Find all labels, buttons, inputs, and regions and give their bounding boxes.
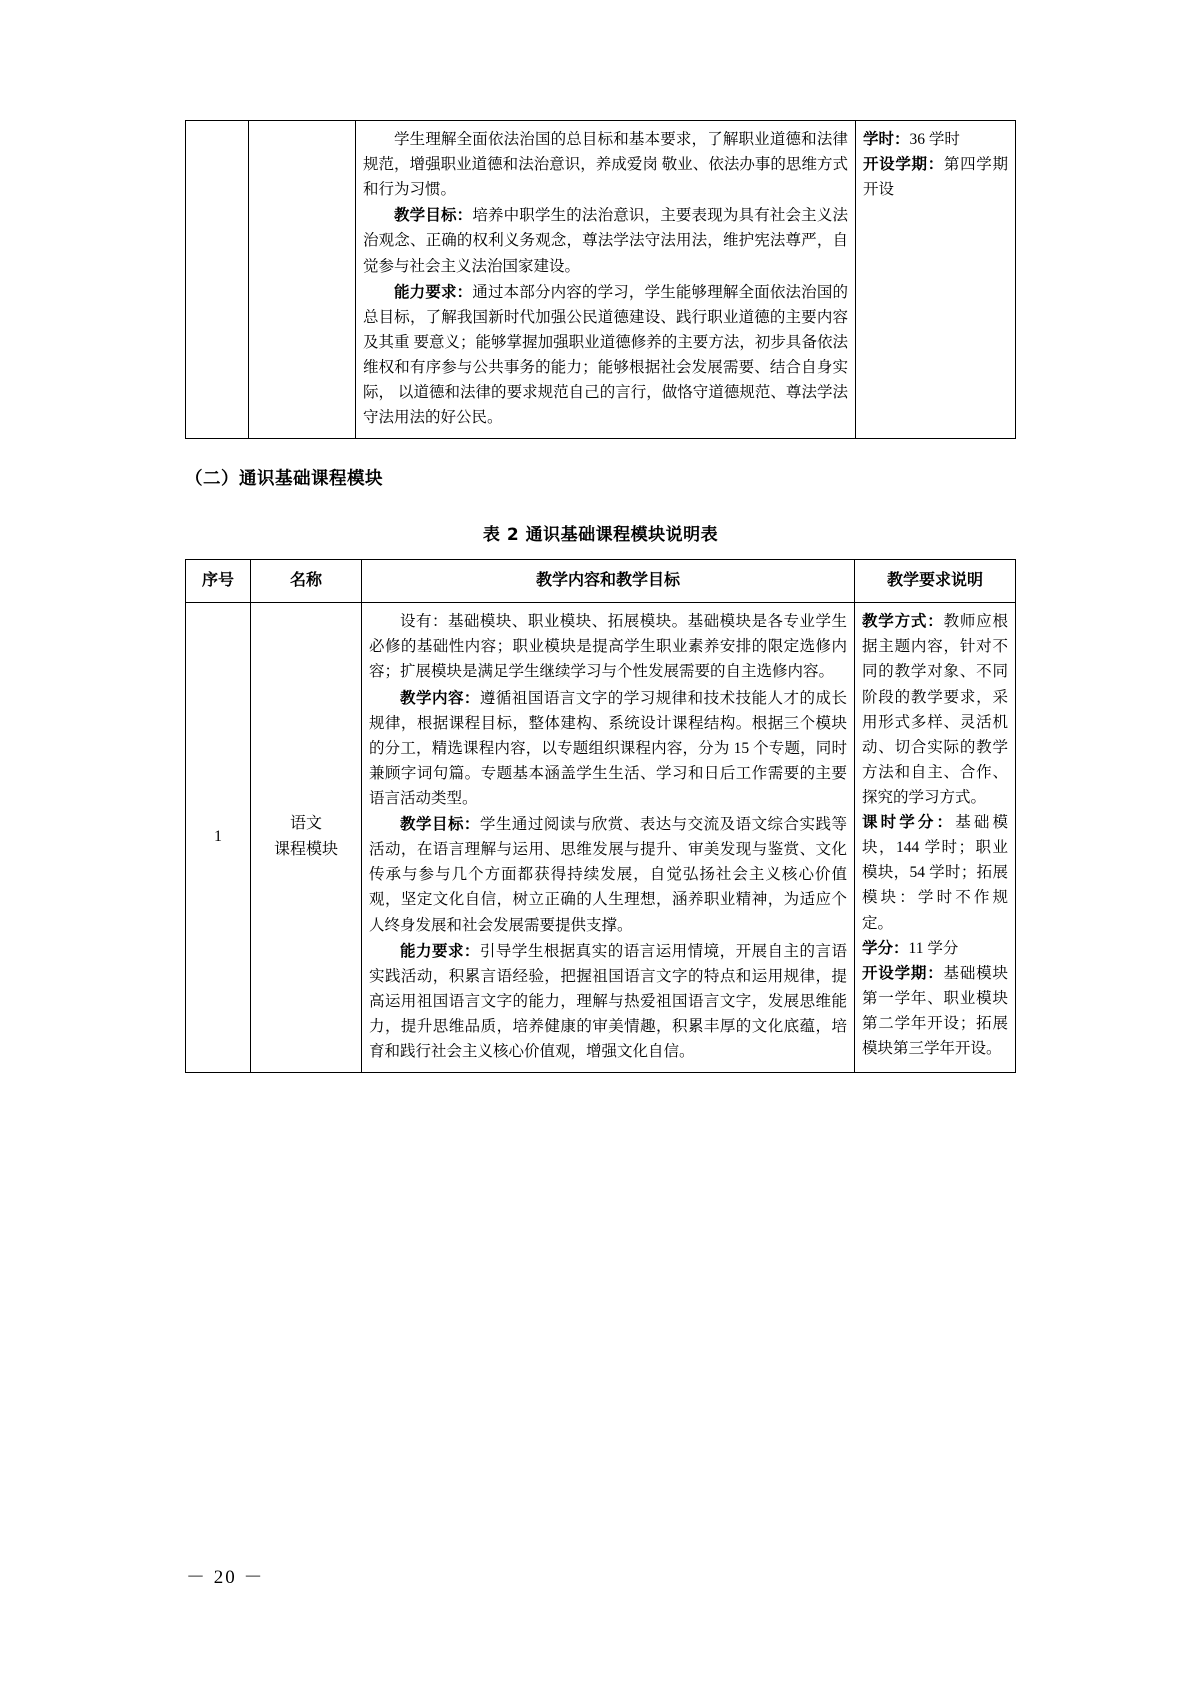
paragraph-text: 培养中职学生的法治意识，主要表现为具有社会主义法治观念、正确的权利义务观念，尊法学法守法用法，维护宪法尊严，自觉参与社会主义法治国家建设。 xyxy=(363,207,848,275)
content-paragraph xyxy=(369,686,847,812)
cell-requirement xyxy=(855,603,1016,1073)
section-heading: （二）通识基础课程模块 xyxy=(185,469,383,490)
requirement-line xyxy=(863,127,1008,152)
table-row xyxy=(186,121,1016,439)
table-caption: 表 2 通识基础课程模块说明表 xyxy=(482,525,719,546)
requirement-line xyxy=(862,936,1008,961)
table-general-basic-course-modules xyxy=(185,559,1016,1073)
cell-requirement xyxy=(856,121,1016,439)
column-header-content: 教学内容和教学目标 xyxy=(362,560,855,603)
cell-index: 1 xyxy=(186,603,251,1073)
requirement-line xyxy=(863,152,1008,202)
requirement-label: 开设学期： xyxy=(862,964,944,982)
requirement-label: 教学方式： xyxy=(862,613,944,631)
paragraph-text: 遵循祖国语言文字的学习规律和技术技能人才的成长规律，根据课程目标，整体建构、系统设计课程结构。根据三个模块的分工，精选课程内容，以专题组织课程内容，分为 15 个专题，同时兼顾字词句篇。专题基本涵盖学生生活、学习和日后工作需要的主要语言活动类型。 xyxy=(369,689,847,807)
content-paragraph xyxy=(369,812,847,938)
requirement-text: 36 学时 xyxy=(909,131,960,148)
cell-content xyxy=(362,603,855,1073)
course-name-line: 语文 xyxy=(289,815,322,833)
requirement-text: 11 学分 xyxy=(908,939,959,957)
paragraph-label: 能力要求： xyxy=(394,283,473,301)
content-paragraph xyxy=(369,609,847,684)
column-header-index: 序号 xyxy=(186,560,251,603)
content-paragraph xyxy=(363,127,848,202)
content-paragraph xyxy=(363,280,848,431)
paragraph-label: 教学目标： xyxy=(394,207,473,225)
cell-name xyxy=(251,603,362,1073)
requirement-label: 学分： xyxy=(862,939,909,957)
page-number: － 20 － xyxy=(186,1567,265,1588)
requirement-text: 教师应根据主题内容，针对不同的教学对象、不同阶段的教学要求，采用形式多样、灵活机动、切合实际的教学方法和自主、合作、探究的学习方式。 xyxy=(862,613,1008,806)
requirement-line xyxy=(862,961,1008,1061)
content-paragraph xyxy=(369,939,847,1065)
cell-index xyxy=(186,121,249,439)
cell-name xyxy=(249,121,356,439)
paragraph-text: 引导学生根据真实的语言运用情境，开展自主的言语实践活动，积累言语经验，把握祖国语言文字的特点和运用规律，提高运用祖国语言文字的能力，理解与热爱祖国语言文字，发展思维能力，提升思维品质，培养健康的审美情趣，积累丰厚的文化底蕴，培育和践行社会主义核心价值观，增强文化自信。 xyxy=(369,942,847,1061)
requirement-line xyxy=(862,609,1008,810)
paragraph-label: 教学内容： xyxy=(400,689,480,707)
requirement-label: 学时： xyxy=(863,131,910,148)
requirement-line xyxy=(862,810,1008,936)
paragraph-text: 设有：基础模块、职业模块、拓展模块。基础模块是各专业学生必修的基础性内容；职业模块是提高学生职业素养安排的限定选修内容；扩展模块是满足学生继续学习与个性发展需要的自主选修内容。 xyxy=(369,613,847,681)
table-continued xyxy=(185,120,1016,439)
column-header-requirement: 教学要求说明 xyxy=(855,560,1016,603)
paragraph-text: 通过本部分内容的学习，学生能够理解全面依法治国的总目标，了解我国新时代加强公民道德建设、践行职业道德的主要内容及其重 要意义；能够掌握加强职业道德修养的主要方法，初步具备依法维权和有序参与公共事务的能力；能够根据社会发展需要、结合自身实际， 以道德和法律的要求规范自己的言行，做恪守道德规范、尊法学法守法用法的好公民。 xyxy=(363,283,848,427)
table-row xyxy=(186,603,1016,1073)
cell-content xyxy=(356,121,856,439)
requirement-text: 第四学期开设 xyxy=(863,156,1008,199)
paragraph-label: 教学目标： xyxy=(400,816,480,834)
requirement-label: 课时学分： xyxy=(862,814,956,832)
paragraph-text: 学生理解全面依法治国的总目标和基本要求，了解职业道德和法律规范，增强职业道德和法治意识，养成爱岗 敬业、依法办事的思维方式和行为习惯。 xyxy=(363,131,848,199)
column-header-name: 名称 xyxy=(251,560,362,603)
requirement-text: 基础模块第一学年、职业模块第二学年开设；拓展模块第三学年开设。 xyxy=(862,964,1008,1058)
requirement-label: 开设学期： xyxy=(863,156,944,174)
paragraph-text: 学生通过阅读与欣赏、表达与交流及语文综合实践等活动，在语言理解与运用、思维发展与提升、审美发现与鉴赏、文化传承与参与几个方面都获得持续发展，自觉弘扬社会主义核心价值观，坚定文化自信，树立正确的人生理想，涵养职业精神，为适应个人终身发展和社会发展需要提供支撑。 xyxy=(369,816,847,934)
requirement-text: 基础模块，144 学时；职业模块，54 学时；拓展模块：学时不作规定。 xyxy=(862,814,1008,932)
content-paragraph xyxy=(363,203,848,278)
table-header-row xyxy=(186,560,1016,603)
paragraph-label: 能力要求： xyxy=(400,942,480,960)
course-name-line: 课程模块 xyxy=(273,840,338,858)
